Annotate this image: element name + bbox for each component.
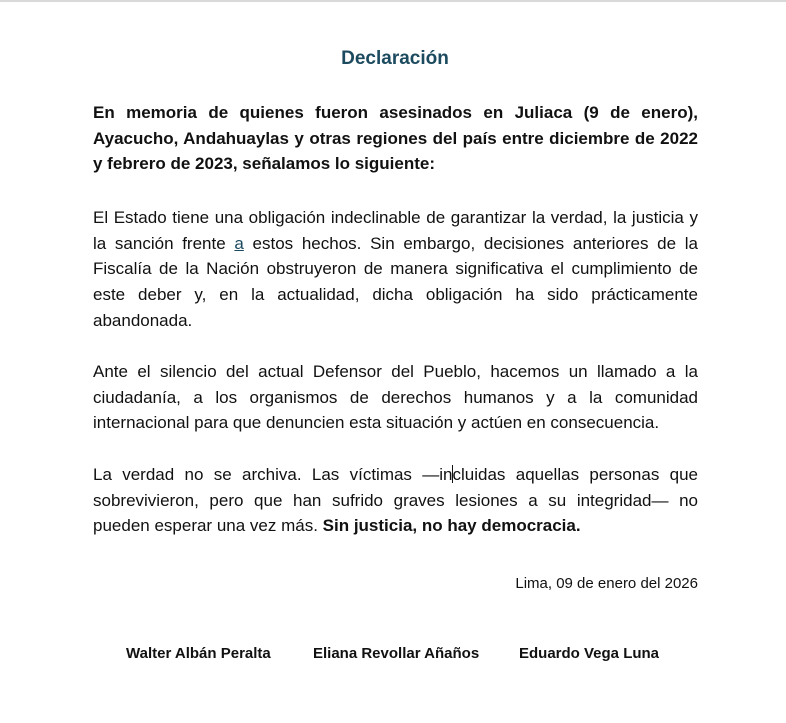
paragraph-1-text-end: estos hechos. Sin embargo, decisiones anteriores de la Fiscalía de la Nación obstruyeron de manera significativa el cumplimiento de este deber y, en la actualidad, dicha obligación ha sido prácticamente abandonada.	[93, 233, 698, 330]
paragraph-1	[93, 205, 698, 334]
paragraph-2: Ante el silencio del actual Defensor del Pueblo, hacemos un llamado a la ciudadanía, a los organismos de derechos humanos y a la comunidad internacional para que denuncien esta situación y actúen en consecuencia.	[93, 362, 698, 433]
signatory-name: Walter Albán Peralta	[126, 645, 271, 662]
signatory-name: Eduardo Vega Luna	[519, 645, 660, 662]
inline-link[interactable]: a	[234, 233, 244, 253]
closing-emphasis: Sin justicia, no hay democracia.	[322, 516, 581, 536]
paragraph-3-text-middle: cluidas aquellas personas que sobrevivieron, pero que han sufrido graves lesiones a su integridad— no pueden esperar una vez más.	[93, 465, 698, 536]
paragraph-3	[93, 462, 698, 539]
document-title: Declaración	[341, 48, 449, 69]
signatory-name: Eliana Revollar Añaños	[313, 645, 480, 662]
paragraph-1-text-start: El Estado tiene una obligación indeclinable de garantizar la verdad, la justicia y la sanción frente	[93, 208, 698, 253]
paragraph-3-text-start: La verdad no se archiva. Las víctimas —in	[93, 465, 453, 484]
date-line: Lima, 09 de enero del 2026	[515, 575, 698, 592]
intro-paragraph: En memoria de quienes fueron asesinados en Juliaca (9 de enero), Ayacucho, Andahuaylas y otras regiones del país entre diciembre de 2022 y febrero de 2023, señalamos lo siguiente:	[93, 103, 698, 174]
